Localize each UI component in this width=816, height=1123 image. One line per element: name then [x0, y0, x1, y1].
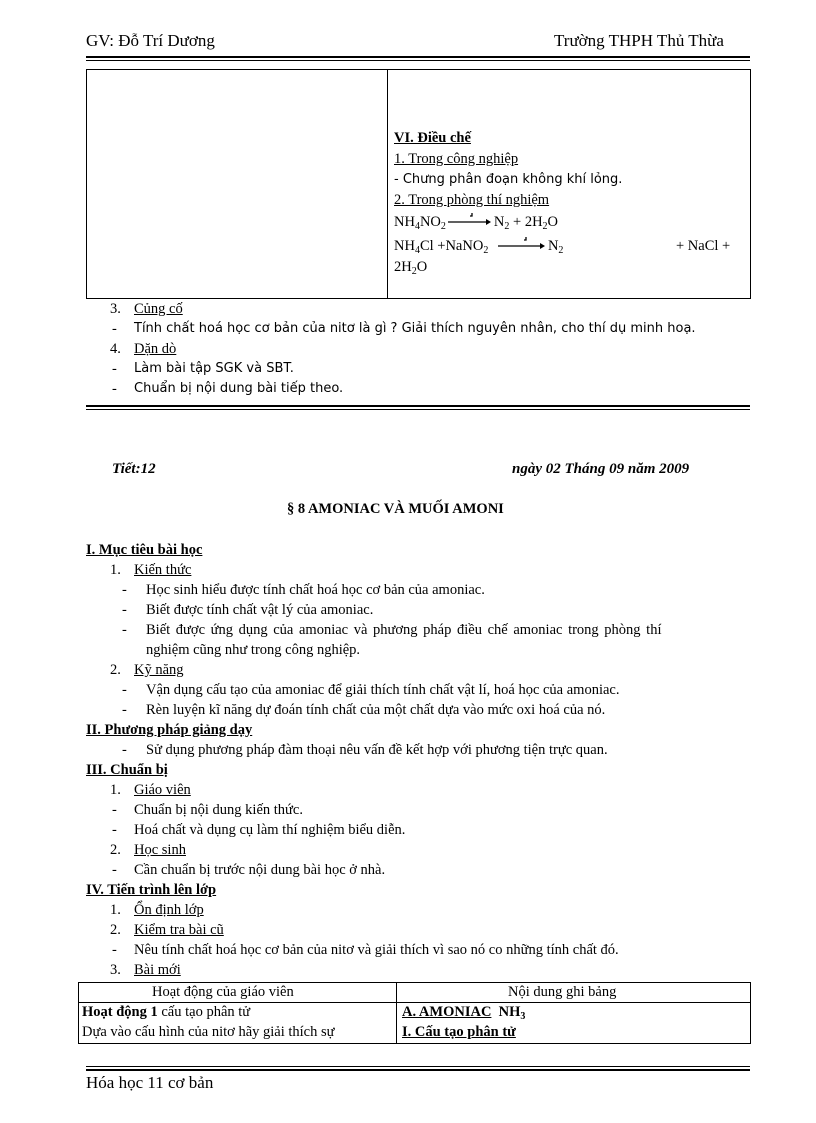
list-dash: - [122, 742, 127, 758]
list-dash: - [112, 822, 117, 838]
list-dash: - [122, 622, 127, 638]
equation-2-tail: + NaCl + [676, 238, 731, 254]
header-right: Trường THPH Thủ Thừa [554, 31, 724, 50]
step2-num: 2. [110, 922, 121, 938]
col1-header: Hoạt động của giáo viên [152, 984, 294, 1000]
equation-2: $NH_4Cl$ +NaNO$_2$ $N_2$ [394, 238, 564, 256]
homework-num: 4. [110, 341, 121, 357]
step2-label: Kiểm tra bài cũ [134, 922, 224, 938]
teacher-label: Giáo viên [134, 782, 191, 798]
consolidate-item: Tính chất hoá học cơ bản của nitơ là gì ? Giải thích nguyên nhân, cho thí dụ minh hoạ. [134, 321, 696, 336]
homework-label: Dặn dò [134, 341, 177, 357]
content-line1: A. AMONIAC $NH_3$ [402, 1004, 526, 1022]
header-rule [86, 56, 750, 58]
knowledge-item: Biết được tính chất vật lý của amoniac. [146, 602, 374, 618]
list-dash: - [122, 602, 127, 618]
student-num: 2. [110, 842, 121, 858]
section-divider [86, 405, 750, 407]
teacher-item: Hoá chất và dụng cụ làm thí nghiệm biểu diễn. [134, 822, 406, 838]
lesson-date: ngày 02 Tháng 09 năm 2009 [512, 461, 690, 477]
list-dash: - [112, 321, 117, 337]
knowledge-item: Học sinh hiểu được tính chất hoá học cơ bản của amoniac. [146, 582, 485, 598]
content-line2: I. Cấu tạo phân tử [402, 1024, 516, 1040]
industry-text: - Chưng phân đoạn không khí lỏng. [394, 172, 623, 187]
activity-1: Hoạt động 1 cấu tạo phân tử [82, 1004, 251, 1020]
col2-header: Nội dung ghi bảng [508, 984, 617, 1000]
objectives-heading: I. Mục tiêu bài học [86, 542, 203, 558]
list-dash: - [112, 942, 117, 958]
knowledge-item: Biết được ứng dụng của amoniac và phương pháp điều chế amoniac trong phòng thí [146, 622, 662, 638]
list-dash: - [112, 862, 117, 878]
list-dash: - [112, 361, 117, 377]
header-rule-thin [86, 60, 750, 61]
activity-1-line2: Dựa vào cấu hình của nitơ hãy giải thích sự [82, 1024, 335, 1040]
arrow-icon [448, 218, 492, 228]
methods-item: Sử dụng phương pháp đàm thoại nêu vấn đề kết hợp với phương tiện trực quan. [146, 742, 608, 758]
top-table-left-cell [86, 69, 388, 299]
step1-num: 1. [110, 902, 121, 918]
prep-section-heading: VI. Điều chế [394, 130, 471, 146]
knowledge-item-cont: nghiệm cũng như trong công nghiệp. [146, 642, 361, 658]
skills-num: 2. [110, 662, 121, 678]
knowledge-label: Kiến thức [134, 562, 192, 578]
lab-label: 2. Trong phòng thí nghiệm [394, 192, 550, 208]
step2-item: Nêu tính chất hoá học cơ bản của nitơ và giải thích vì sao nó co những tính chất đó. [134, 942, 619, 958]
equation-2-wrap: $2H_2O$ [394, 259, 428, 277]
preparation-heading: III. Chuẩn bị [86, 762, 168, 778]
procedure-heading: IV. Tiến trình lên lớp [86, 882, 217, 898]
consolidate-label: Củng cố [134, 301, 183, 317]
footer-rule [86, 1069, 750, 1071]
homework-item-2: Chuẩn bị nội dung bài tiếp theo. [134, 381, 344, 396]
methods-heading: II. Phương pháp giảng dạy [86, 722, 253, 738]
skills-item: Vận dụng cấu tạo của amoniac để giải thích tính chất vật lí, hoá học của amoniac. [146, 682, 620, 698]
step3-num: 3. [110, 962, 121, 978]
industry-label: 1. Trong công nghiệp [394, 151, 519, 167]
step3-label: Bài mới [134, 962, 181, 978]
list-dash: - [122, 702, 127, 718]
teacher-num: 1. [110, 782, 121, 798]
homework-item-1: Làm bài tập SGK và SBT. [134, 361, 294, 376]
student-label: Học sinh [134, 842, 186, 858]
arrow-icon [494, 242, 546, 252]
list-dash: - [112, 802, 117, 818]
footer-left: Hóa học 11 cơ bản [86, 1073, 214, 1092]
teacher-item: Chuẩn bị nội dung kiến thức. [134, 802, 303, 818]
list-dash: - [122, 582, 127, 598]
list-dash: - [122, 682, 127, 698]
skills-label: Kỹ năng [134, 662, 184, 678]
knowledge-num: 1. [110, 562, 121, 578]
student-item: Cần chuẩn bị trước nội dung bài học ở nhà. [134, 862, 386, 878]
lesson-period: Tiết:12 [112, 461, 156, 477]
equation-1: $NH_4NO_2$ $N_2 + 2H_2O$ [394, 214, 559, 232]
consolidate-num: 3. [110, 301, 121, 317]
lesson-title: § 8 AMONIAC VÀ MUỐI AMONI [287, 501, 504, 517]
header-left: GV: Đỗ Trí Dương [86, 31, 215, 50]
skills-item: Rèn luyện kĩ năng dự đoán tính chất của một chất dựa vào mức oxi hoá của nó. [146, 702, 606, 718]
footer-rule-thin [86, 1066, 750, 1067]
list-dash: - [112, 381, 117, 397]
step1-label: Ổn định lớp [134, 902, 204, 918]
section-divider-thin [86, 409, 750, 410]
